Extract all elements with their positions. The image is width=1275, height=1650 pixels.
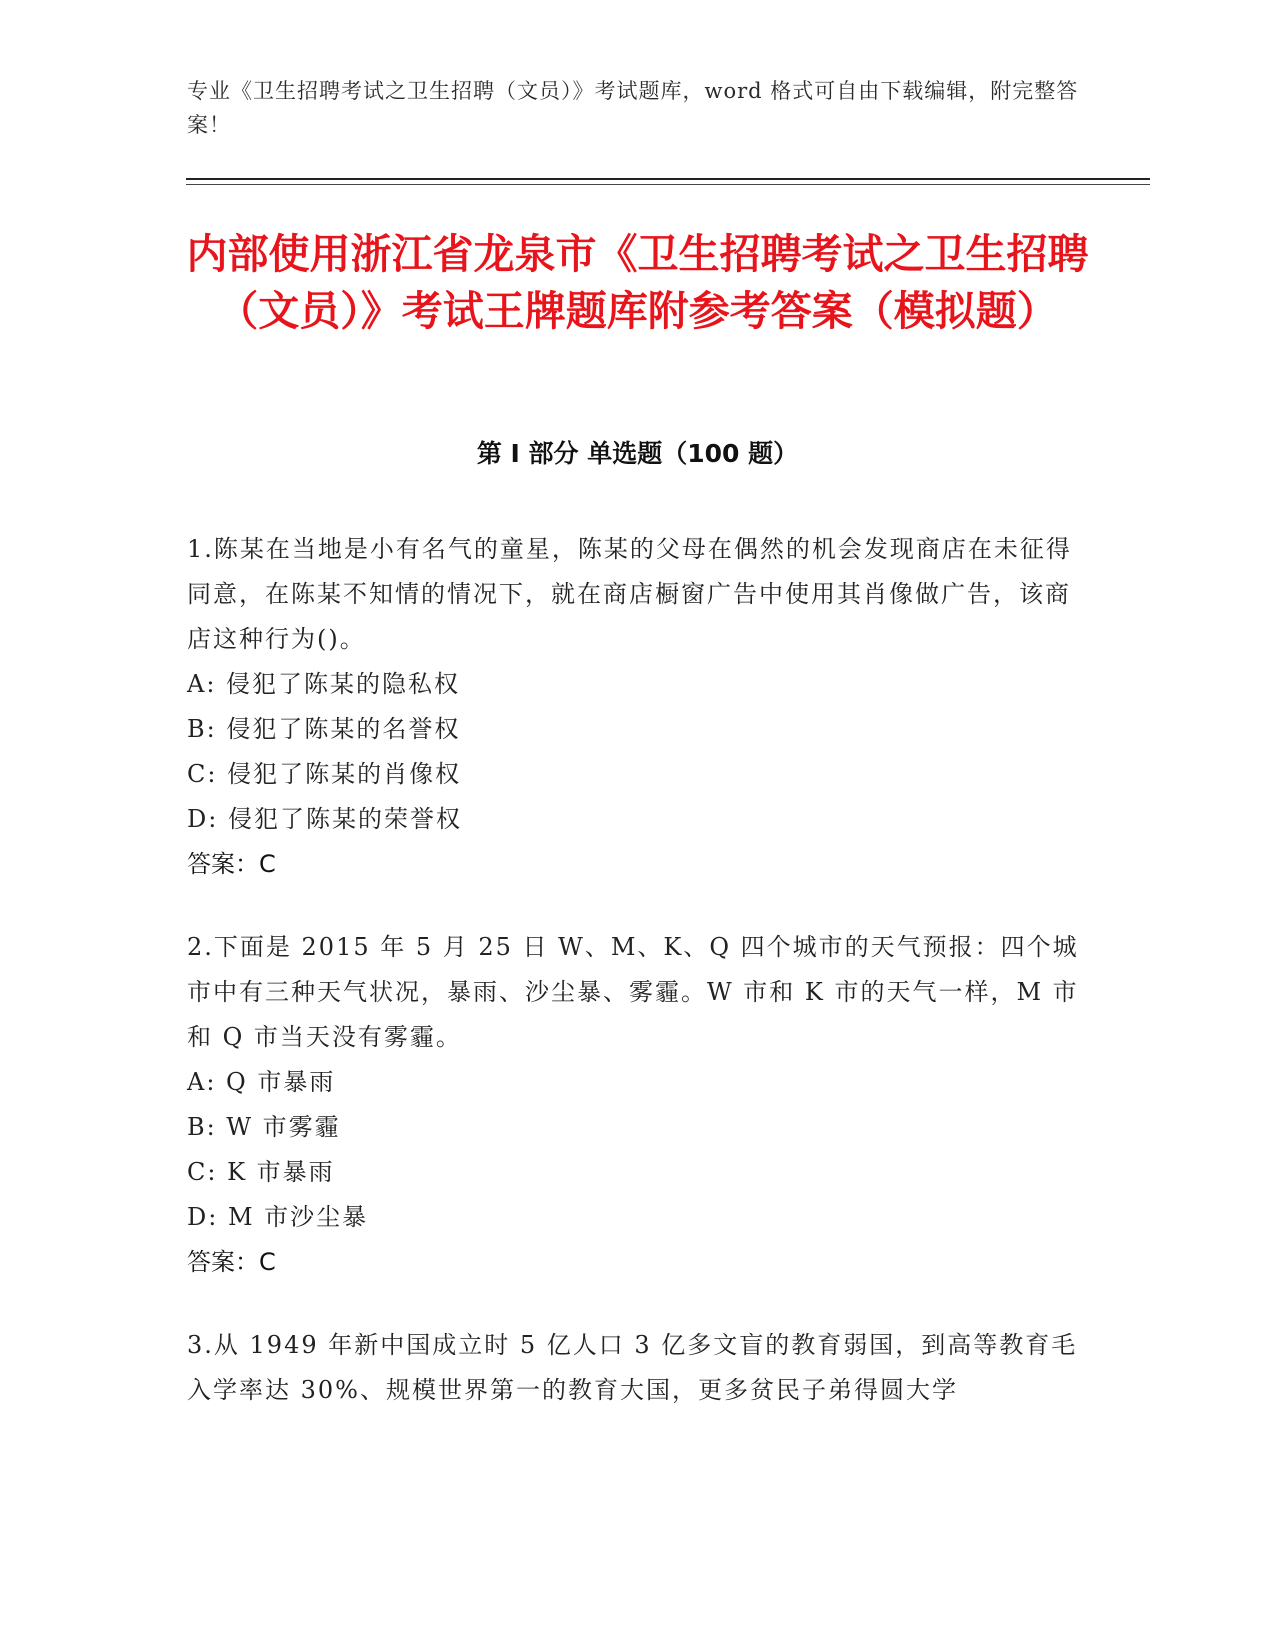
question-3 <box>187 1323 1087 1413</box>
document-title: 内部使用浙江省龙泉市《卫生招聘考试之卫生招聘（文员）》考试王牌题库附参考答案（模拟题） <box>186 230 1089 335</box>
option-c: C: K 市暴雨 <box>187 1158 335 1186</box>
answer: 答案：C <box>187 850 276 878</box>
answer: 答案：C <box>187 1248 276 1276</box>
option-b: B: W 市雾霾 <box>187 1113 341 1141</box>
header-divider-thick <box>186 178 1150 180</box>
question-stem: 1.陈某在当地是小有名气的童星，陈某的父母在偶然的机会发现商店在未征得同意，在陈某不知情的情况下，就在商店橱窗广告中使用其肖像做广告，该商店这种行为()。 <box>187 535 1072 653</box>
header-note: 专业《卫生招聘考试之卫生招聘（文员）》考试题库，word 格式可自由下载编辑，附完整答案！ <box>187 79 1079 137</box>
section-title: 第 I 部分 单选题（100 题） <box>476 439 799 468</box>
question-stem: 3.从 1949 年新中国成立时 5 亿人口 3 亿多文盲的教育弱国，到高等教育毛入学率达 30%、规模世界第一的教育大国，更多贫民子弟得圆大学 <box>187 1331 1078 1404</box>
option-a: A: 侵犯了陈某的隐私权 <box>187 670 461 698</box>
option-b: B: 侵犯了陈某的名誉权 <box>187 715 461 743</box>
option-c: C: 侵犯了陈某的肖像权 <box>187 760 462 788</box>
question-1 <box>187 527 1087 887</box>
question-2 <box>187 925 1087 1285</box>
header-divider-thin <box>186 184 1150 185</box>
question-stem: 2.下面是 2015 年 5 月 25 日 W、M、K、Q 四个城市的天气预报：四个城市中有三种天气状况，暴雨、沙尘暴、雾霾。W 市和 K 市的天气一样，M 市和 Q 市当天没有雾霾。 <box>187 933 1079 1051</box>
option-d: D: M 市沙尘暴 <box>187 1203 369 1231</box>
question-list <box>187 527 1087 1451</box>
option-d: D: 侵犯了陈某的荣誉权 <box>187 805 462 833</box>
option-a: A: Q 市暴雨 <box>187 1068 336 1096</box>
